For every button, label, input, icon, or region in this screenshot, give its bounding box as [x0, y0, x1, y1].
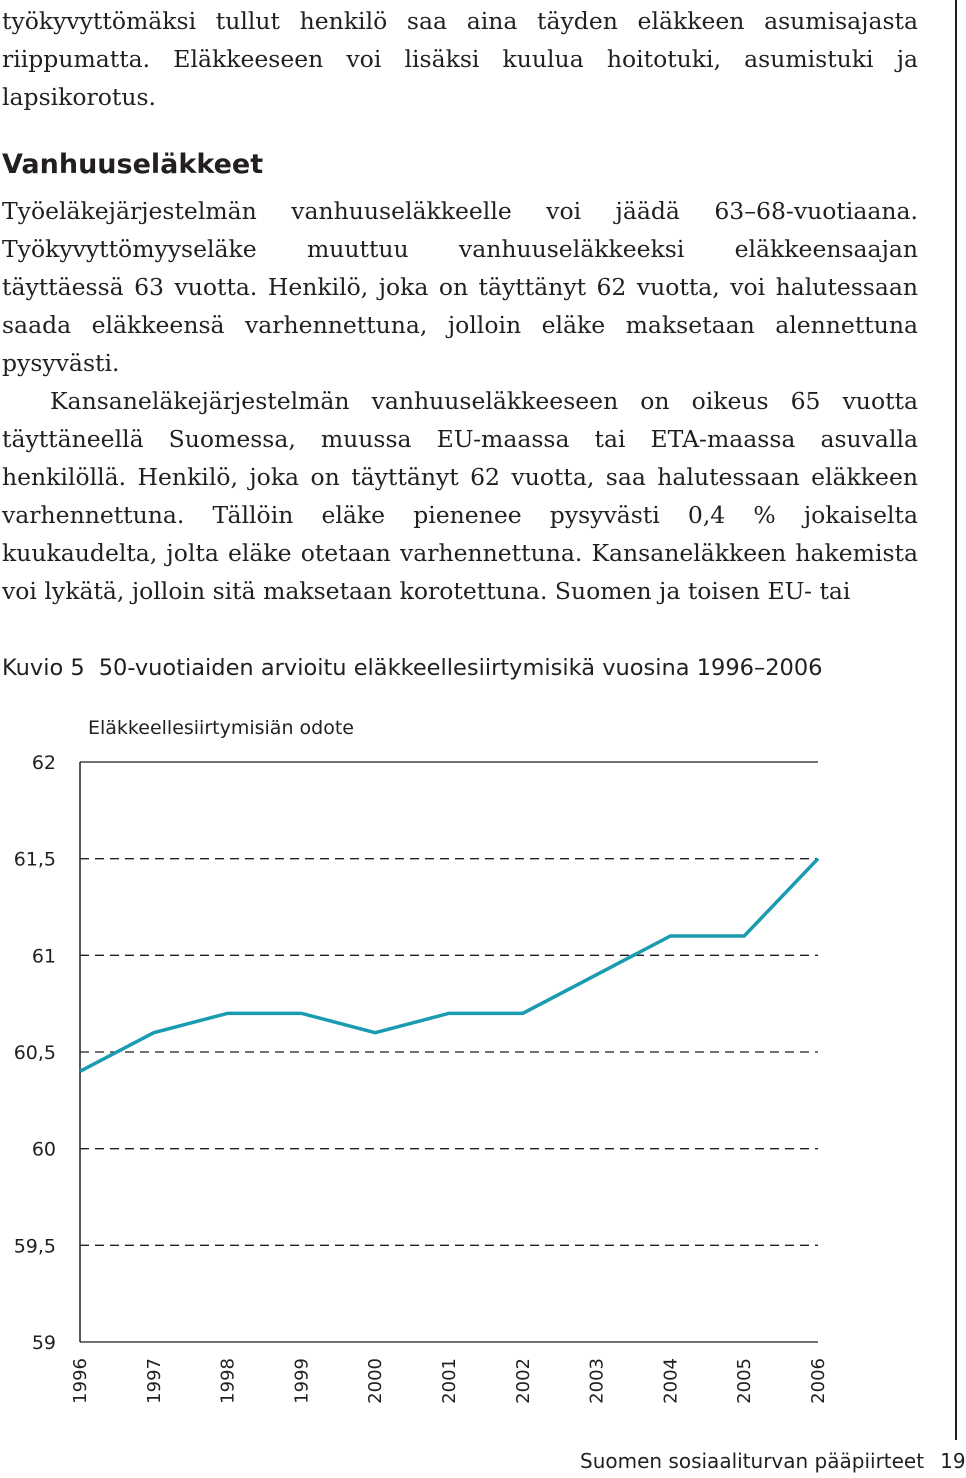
- footer-title: Suomen sosiaaliturvan pääpiirteet: [580, 1449, 925, 1473]
- x-tick-label: 2005: [734, 1358, 756, 1404]
- x-tick-label: 2004: [660, 1358, 682, 1404]
- x-tick-label: 1998: [217, 1358, 239, 1404]
- intro-paragraph: työkyvyttömäksi tullut henkilö saa aina täyden eläkkeen asumisajasta riippumatta. Eläkkeeseen voi lisäksi kuulua hoitotuki, asumistuki ja lapsikorotus.: [2, 7, 918, 111]
- figure-caption-text: 50-vuotiaiden arvioitu eläkkeellesiirtymisikä vuosina 1996–2006: [98, 655, 823, 681]
- chart-title: Eläkkeellesiirtymisiän odote: [88, 717, 354, 739]
- line-chart: [0, 700, 960, 1420]
- series-line: [80, 859, 818, 1072]
- section-paragraph-1: Työeläkejärjestelmän vanhuuseläkkeelle voi jäädä 63–68-vuotiaana. Työkyvyttömyyseläke muuttuu vanhuuseläkkeeksi eläkkeensaajan täyttäessä 63 vuotta. Henkilö, joka on täyttänyt 62 vuotta, voi halutessaan saada eläkkeensä varhennettuna, jolloin eläke maksetaan alennettuna pysyvästi.: [2, 197, 918, 377]
- intro-text: [2, 2, 918, 116]
- figure-caption: [2, 650, 822, 686]
- y-tick-label: 59: [31, 1332, 56, 1354]
- y-tick-label: 60,5: [13, 1042, 56, 1064]
- x-tick-label: 1996: [70, 1358, 91, 1404]
- x-tick-label: 2002: [512, 1358, 534, 1404]
- x-axis-ticks: [70, 1358, 829, 1404]
- y-tick-label: 60: [31, 1138, 56, 1161]
- section-heading: Vanhuuseläkkeet: [2, 149, 264, 180]
- y-tick-label: 61: [31, 945, 56, 968]
- x-tick-label: 2001: [439, 1358, 460, 1404]
- x-tick-label: 2003: [586, 1358, 608, 1404]
- y-tick-label: 59,5: [13, 1235, 56, 1258]
- x-tick-label: 1997: [143, 1358, 165, 1404]
- x-tick-label: 2000: [365, 1358, 387, 1404]
- chart-series: [80, 859, 818, 1072]
- y-axis-ticks: [14, 752, 56, 1354]
- section-body: [2, 192, 918, 610]
- y-tick-label: 62: [31, 752, 56, 774]
- y-tick-label: 61,5: [13, 848, 56, 871]
- section-paragraph-2: Kansaneläkejärjestelmän vanhuuseläkkeeseen on oikeus 65 vuotta täyttäneellä Suomessa, muussa EU-maassa tai ETA-maassa asuvalla henkilöllä. Henkilö, joka on täyttänyt 62 vuotta, saa halutessaan eläkkeen varhennettuna. Tällöin eläke pienenee pysyvästi 0,4 % jokaiselta kuukaudelta, jolta eläke otetaan varhennettuna. Kansaneläkkeen hakemista voi lykätä, jolloin sitä maksetaan korotettuna. Suomen ja toisen EU- tai: [2, 387, 918, 605]
- chart-grid: [80, 762, 818, 1342]
- figure-number: Kuvio 5: [2, 655, 85, 681]
- page-footer: [580, 1446, 966, 1476]
- x-tick-label: 1999: [291, 1358, 313, 1404]
- page-number: 19: [940, 1449, 966, 1473]
- x-tick-label: 2006: [808, 1358, 829, 1404]
